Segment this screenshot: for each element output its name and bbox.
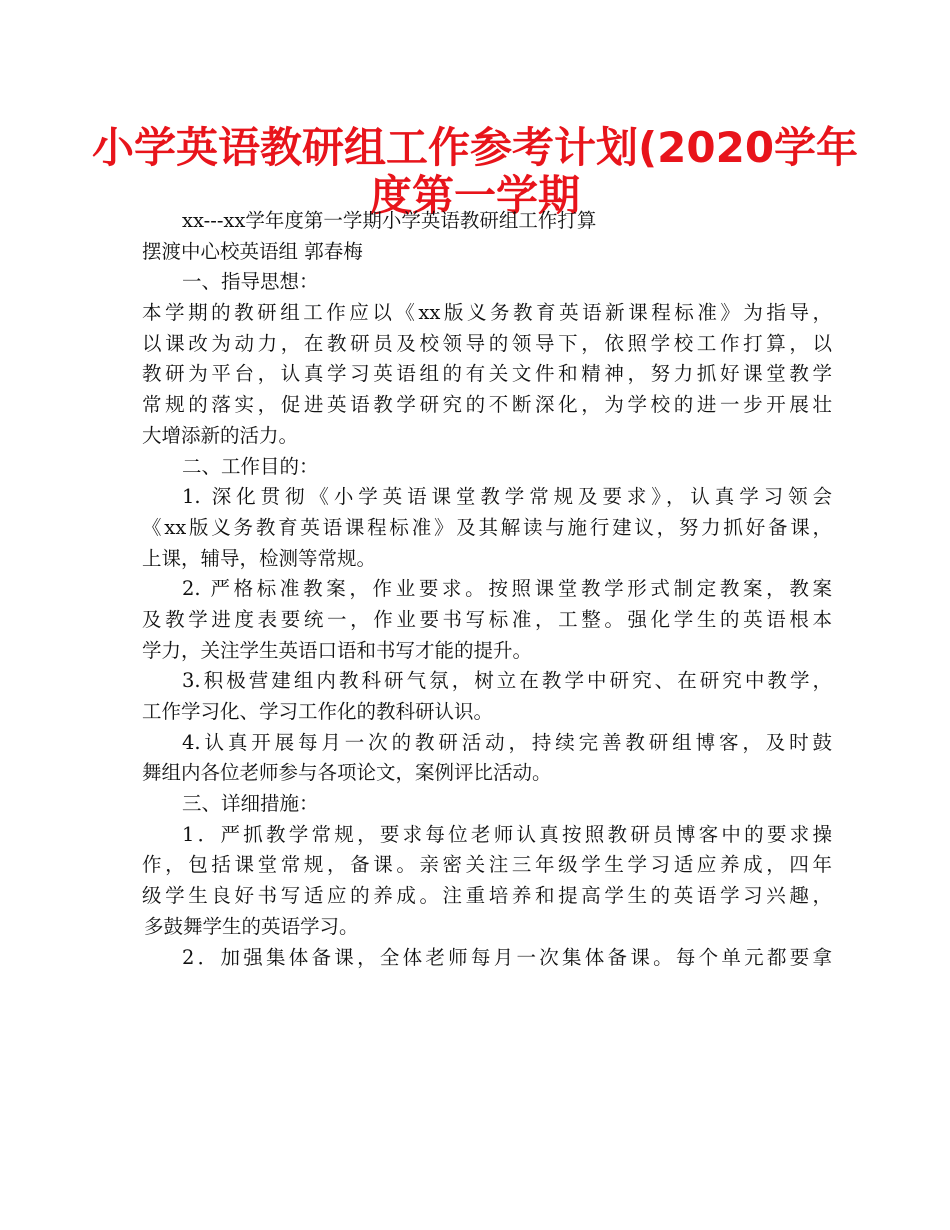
paragraph-line: 工作学习化、学习工作化的教科研认识。 — [142, 700, 494, 723]
paragraph-line: 大增添新的活力。 — [142, 423, 299, 447]
paragraph-line: 二、工作目的： — [182, 454, 319, 478]
paragraph-line: 4.认真开展每月一次的教研活动，持续完善教研组博客，及时鼓 — [182, 730, 832, 754]
paragraph-line: 《xx版义务教育英语课程标准》及其解读与施行建议，努力抓好备课， — [142, 515, 832, 539]
paragraph-line: 1．严抓教学常规，要求每位老师认真按照教研员博客中的要求操 — [182, 822, 832, 846]
paragraph-line: 摆渡中心校英语组 郭春梅 — [142, 239, 363, 263]
paragraph-line: 本学期的教研组工作应以《xx版义务教育英语新课程标准》为指导， — [142, 301, 832, 325]
paragraph-line: 一、指导思想： — [182, 270, 319, 294]
paragraph-line: xx---xx学年度第一学期小学英语教研组工作打算 — [182, 209, 597, 232]
paragraph-line: 上课，辅导，检测等常规。 — [142, 546, 377, 570]
paragraph-line: 多鼓舞学生的英语学习。 — [144, 914, 359, 938]
paragraph-line: 教研为平台，认真学习英语组的有关文件和精神，努力抓好课堂教学 — [142, 362, 832, 386]
document-body — [142, 206, 832, 973]
paragraph-line: 2. 严格标准教案，作业要求。按照课堂教学形式制定教案，教案 — [182, 577, 832, 601]
paragraph-line: 以课改为动力，在教研员及校领导的领导下，依照学校工作打算，以 — [142, 331, 832, 355]
document-title-line-2: 度第一学期 — [369, 171, 580, 220]
paragraph-line: 1. 深化贯彻《小学英语课堂教学常规及要求》，认真学习领会 — [182, 485, 832, 509]
document-title-line-1: 小学英语教研组工作参考计划(2020学年 — [91, 123, 859, 172]
paragraph-line: 常规的落实，促进英语教学研究的不断深化，为学校的进一步开展壮 — [142, 393, 832, 417]
paragraph-line: 舞组内各位老师参与各项论文，案例评比活动。 — [142, 761, 552, 785]
paragraph-line: 作，包括课堂常规，备课。亲密关注三年级学生学习适应养成，四年 — [142, 853, 832, 877]
paragraph-line: 学力，关注学生英语口语和书写才能的提升。 — [142, 638, 533, 662]
paragraph-line: 2．加强集体备课，全体老师每月一次集体备课。每个单元都要拿 — [182, 945, 832, 969]
paragraph-line: 及教学进度表要统一，作业要书写标准，工整。强化学生的英语根本 — [142, 607, 832, 631]
paragraph-line: 三、详细措施： — [182, 792, 319, 816]
paragraph-line: 级学生良好书写适应的养成。注重培养和提高学生的英语学习兴趣， — [142, 884, 832, 908]
paragraph-line: 3.积极营建组内教科研气氛，树立在教学中研究、在研究中教学， — [182, 669, 832, 693]
